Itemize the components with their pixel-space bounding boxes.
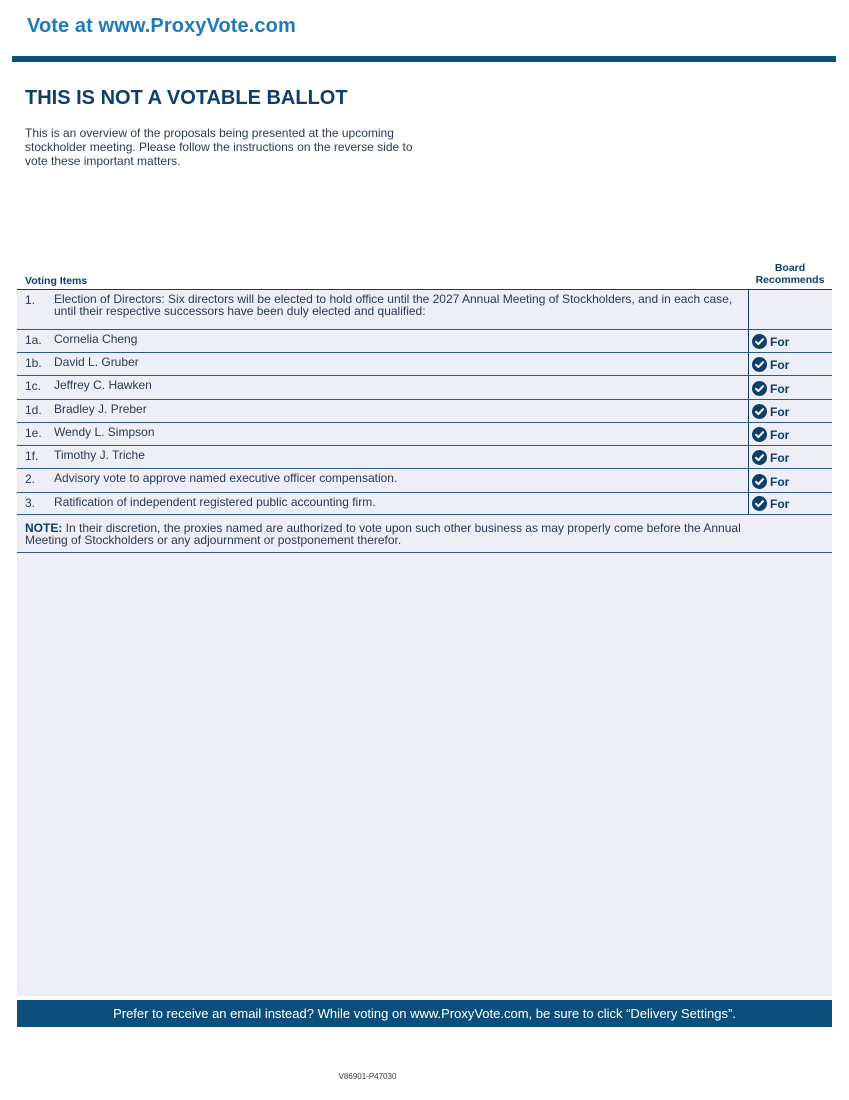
board-recommendation (752, 404, 789, 419)
table-row (17, 469, 832, 493)
board-recommendation (752, 450, 789, 465)
check-circle-icon (752, 427, 767, 442)
board-recommendation (752, 357, 789, 372)
item-text: Timothy J. Triche (54, 448, 145, 462)
table-row (17, 376, 832, 400)
item-number: 1d. (25, 403, 42, 417)
header-rule (12, 56, 836, 62)
item-text: Ratification of independent registered public accounting firm. (54, 495, 376, 509)
check-circle-icon (752, 474, 767, 489)
recommendation-label: For (770, 357, 790, 372)
page-title: THIS IS NOT A VOTABLE BALLOT (25, 87, 348, 109)
table-row (17, 446, 832, 469)
column-divider (748, 469, 749, 492)
item-text: Advisory vote to approve named executive officer compensation. (54, 471, 398, 485)
column-divider (748, 376, 749, 399)
board-recommends-header (749, 262, 831, 286)
delivery-settings-banner: Prefer to receive an email instead? While voting on www.ProxyVote.com, be sure to click “Delivery Settings”. (17, 1000, 832, 1027)
board-recommends-line2: Recommends (755, 274, 825, 286)
check-circle-icon (752, 381, 767, 396)
item-number: 1. (25, 293, 36, 307)
item-number: 1f. (25, 449, 39, 463)
item-text: David L. Gruber (54, 355, 139, 369)
note-rule (17, 552, 832, 553)
column-divider (748, 353, 749, 375)
check-circle-icon (752, 496, 767, 511)
check-circle-icon (752, 450, 767, 465)
item-number: 2. (25, 472, 36, 486)
recommendation-label: For (770, 381, 790, 396)
board-recommends-line1: Board (774, 262, 806, 274)
table-row (17, 353, 832, 376)
proxyvote-link[interactable]: Vote at www.ProxyVote.com (27, 15, 296, 37)
recommendation-label: For (770, 334, 790, 349)
table-row (17, 423, 832, 446)
column-divider (748, 400, 749, 422)
recommendation-label: For (770, 450, 790, 465)
item-text: Election of Directors: Six directors will be elected to hold office until the 2027 Annual Meeting of Stockholders, and in each case, until their respective successors have been duly elected and qualified: (54, 292, 733, 318)
item-text: Bradley J. Preber (54, 402, 147, 416)
column-divider (748, 493, 749, 514)
table-row (17, 330, 832, 353)
item-number: 1c. (25, 379, 42, 393)
board-recommendation (752, 496, 789, 511)
item-text: Jeffrey C. Hawken (54, 378, 152, 392)
column-divider (748, 446, 749, 468)
item-number: 3. (25, 496, 36, 510)
recommendation-label: For (770, 404, 790, 419)
document-code: V86901-P47030 (338, 1072, 397, 1081)
table-row (17, 493, 832, 515)
item-text: Cornelia Cheng (54, 332, 138, 346)
table-row (17, 400, 832, 423)
column-divider (748, 330, 749, 352)
check-circle-icon (752, 334, 767, 349)
item-number: 1b. (25, 356, 42, 370)
check-circle-icon (752, 404, 767, 419)
note-label: NOTE: (25, 521, 63, 535)
note-body: In their discretion, the proxies named are authorized to vote upon such other business as may properly come before the Annual Meeting of Stockholders or any adjournment or postponement therefor. (25, 521, 741, 547)
recommendation-label: For (770, 427, 790, 442)
board-recommendation (752, 381, 789, 396)
column-divider (748, 290, 749, 329)
intro-text: This is an overview of the proposals being presented at the upcoming stockholder meeting. Please follow the instructions on the reverse side to vote these important matters. (25, 126, 413, 168)
note-text (25, 522, 755, 546)
board-recommendation (752, 334, 789, 349)
check-circle-icon (752, 357, 767, 372)
recommendation-label: For (770, 474, 790, 489)
column-divider (748, 423, 749, 445)
board-recommendation (752, 427, 789, 442)
item-number: 1e. (25, 426, 42, 440)
board-recommendation (752, 474, 789, 489)
table-row (17, 290, 832, 330)
item-number: 1a. (25, 333, 42, 347)
recommendation-label: For (770, 496, 790, 511)
item-text: Wendy L. Simpson (54, 425, 155, 439)
voting-items-header: Voting Items (25, 275, 88, 287)
